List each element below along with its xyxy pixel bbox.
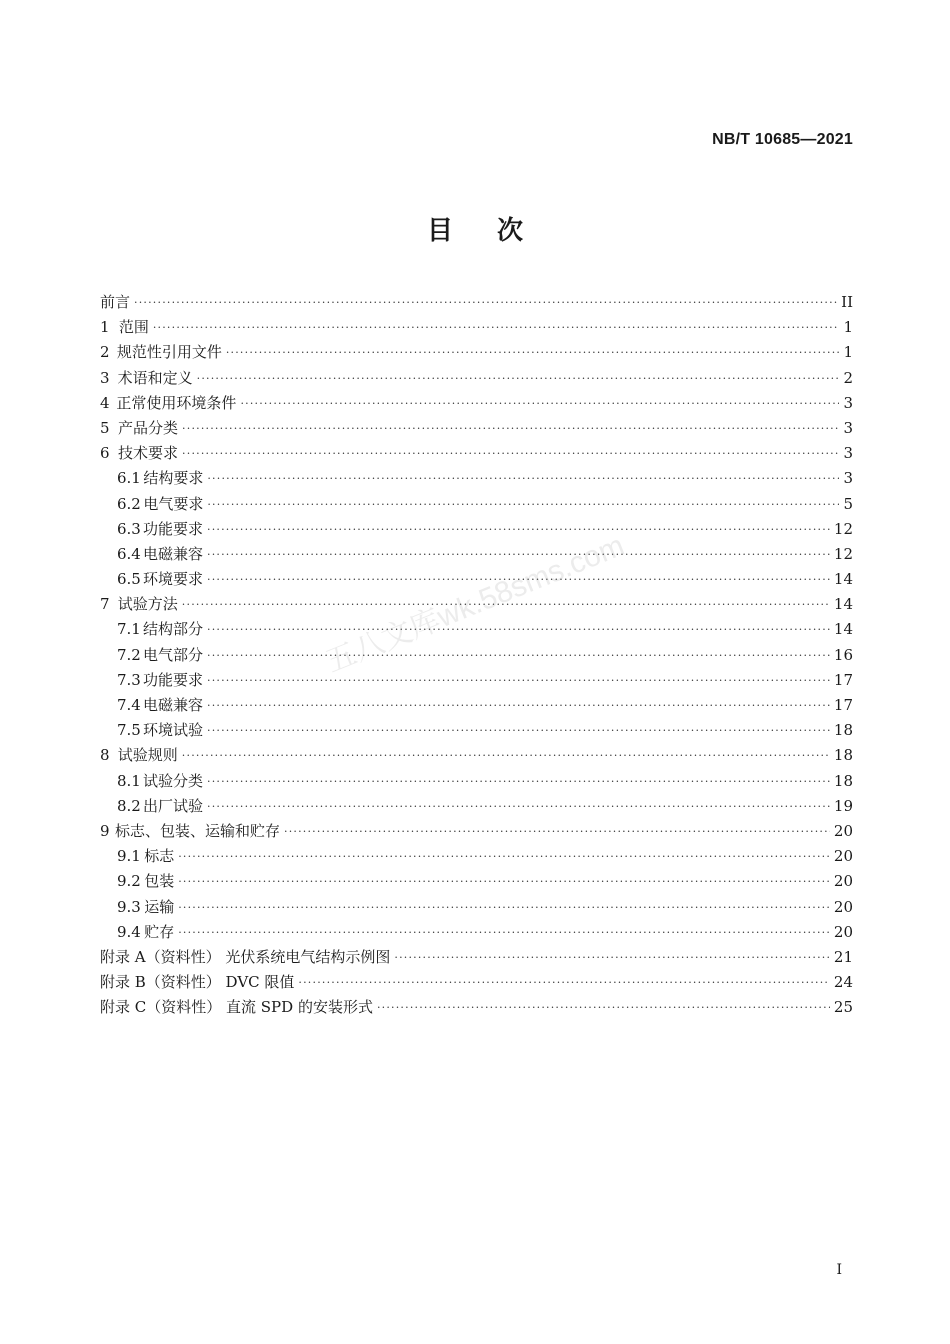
toc-entry-number: 6.5 (117, 570, 141, 589)
page-number: I (836, 1262, 842, 1278)
toc-leader-dots (178, 869, 830, 894)
toc-entry[interactable] (100, 794, 853, 819)
toc-entry[interactable] (100, 416, 853, 441)
toc-entry-label: 附录 A（资料性） 光伏系统电气结构示例图 (100, 947, 391, 966)
toc-entry-page: 5 (843, 494, 853, 513)
toc-entry-page: 17 (833, 670, 853, 689)
toc-entry[interactable] (100, 643, 853, 668)
toc-entry[interactable] (100, 567, 853, 592)
toc-leader-dots (207, 643, 830, 668)
toc-entry-page: 17 (833, 696, 853, 714)
toc-entry[interactable] (100, 769, 853, 794)
toc-entry[interactable] (100, 743, 853, 768)
toc-leader-dots (207, 769, 830, 794)
toc-entry-label: 试验方法 (117, 595, 178, 614)
toc-leader-dots (182, 416, 839, 441)
toc-leader-dots (207, 668, 830, 693)
toc-entry-page: 14 (833, 570, 853, 589)
toc-entry-label: 标志、包装、运输和贮存 (114, 821, 280, 840)
toc-entry-page: 14 (833, 595, 853, 614)
toc-entry[interactable] (100, 869, 853, 894)
toc-entry-label: 出厂试验 (142, 796, 203, 815)
toc-entry[interactable] (100, 718, 853, 743)
table-of-contents (100, 290, 853, 1020)
toc-entry-number: 3 (100, 368, 110, 387)
toc-leader-dots (134, 290, 837, 315)
toc-entry-label: 功能要求 (142, 670, 203, 689)
toc-leader-dots (240, 391, 839, 416)
toc-entry[interactable] (100, 920, 853, 945)
toc-entry-number: 9.2 (117, 872, 141, 891)
toc-entry-page: 20 (833, 922, 853, 941)
toc-leader-dots (182, 592, 830, 617)
toc-entry-number: 7.3 (117, 670, 141, 689)
toc-entry-page: 14 (833, 620, 853, 639)
toc-entry[interactable] (100, 895, 853, 920)
toc-entry-label: 贮存 (144, 922, 175, 941)
toc-entry-label: 电气要求 (143, 494, 204, 513)
toc-entry-number: 9 (100, 821, 110, 840)
toc-entry-number: 9.3 (117, 897, 141, 916)
toc-entry[interactable] (100, 492, 853, 517)
toc-entry-number: 6.1 (117, 469, 141, 488)
toc-entry-label: 结构部分 (142, 620, 203, 639)
toc-entry-number: 8 (100, 746, 110, 765)
toc-entry-page: 20 (833, 821, 853, 840)
toc-entry-number: 6 (100, 444, 110, 463)
toc-entry-label: 范围 (118, 318, 149, 337)
toc-leader-dots (182, 441, 839, 466)
toc-entry[interactable] (100, 617, 853, 642)
toc-leader-dots (207, 567, 830, 592)
toc-entry[interactable] (100, 315, 853, 340)
toc-entry-number: 9.4 (117, 922, 141, 941)
toc-leader-dots (207, 466, 839, 491)
toc-entry-label: 前言 (100, 293, 131, 311)
toc-leader-dots (226, 340, 839, 365)
toc-entry-label: 技术要求 (118, 444, 179, 463)
toc-entry[interactable] (100, 995, 853, 1020)
toc-entry-label: 附录 B（资料性） DVC 限值 (100, 973, 295, 992)
toc-entry[interactable] (100, 466, 853, 491)
toc-entry-page: 24 (833, 973, 853, 992)
toc-entry-page: 2 (843, 368, 853, 387)
toc-leader-dots (207, 542, 830, 567)
toc-leader-dots (178, 895, 830, 920)
toc-entry-page: 1 (843, 318, 853, 337)
toc-entry-number: 6.2 (117, 494, 141, 513)
toc-entry-page: 19 (833, 796, 853, 815)
toc-leader-dots (298, 970, 830, 995)
toc-entry[interactable] (100, 542, 853, 567)
toc-entry-label: 功能要求 (142, 519, 203, 538)
toc-entry-number: 7.5 (117, 721, 141, 740)
toc-entry-number: 6.4 (117, 544, 141, 563)
toc-leader-dots (153, 315, 839, 340)
toc-entry-label: 术语和定义 (117, 368, 193, 387)
toc-entry-label: 电气部分 (142, 645, 203, 664)
toc-entry-number: 8.2 (117, 796, 141, 815)
toc-leader-dots (207, 517, 830, 542)
toc-entry-page: 12 (833, 544, 853, 563)
toc-entry-page: 3 (843, 393, 853, 412)
toc-entry-page: 16 (833, 645, 853, 664)
toc-entry-label: 环境试验 (142, 721, 203, 740)
toc-entry-number: 7 (100, 595, 110, 614)
toc-entry-number: 7.2 (117, 645, 141, 664)
toc-entry-label: 结构要求 (143, 469, 204, 488)
toc-entry-number: 7.4 (117, 696, 141, 714)
watermark: 五八文库wk.58sms.com (321, 529, 629, 679)
page-title: 目次 (426, 216, 567, 246)
toc-entry[interactable] (100, 441, 853, 466)
toc-entry-label: 试验分类 (142, 771, 203, 790)
toc-entry-number: 1 (100, 318, 110, 337)
toc-entry-number: 9.1 (117, 847, 141, 866)
toc-entry-number: 6.3 (117, 519, 141, 538)
toc-entry-page: 3 (843, 469, 853, 488)
toc-entry[interactable] (100, 970, 853, 995)
toc-entry[interactable] (100, 366, 853, 391)
toc-entry-page: 18 (833, 721, 853, 740)
toc-entry[interactable] (100, 668, 853, 693)
toc-entry[interactable] (100, 290, 853, 315)
toc-entry-page: 3 (843, 418, 853, 437)
toc-leader-dots (394, 945, 830, 970)
toc-entry-label: 电磁兼容 (142, 696, 203, 714)
toc-entry-page: 20 (833, 897, 853, 916)
toc-leader-dots (377, 995, 830, 1020)
toc-entry[interactable] (100, 844, 853, 869)
toc-leader-dots (207, 693, 830, 718)
toc-leader-dots (207, 718, 830, 743)
toc-entry[interactable] (100, 592, 853, 617)
toc-leader-dots (197, 366, 839, 391)
toc-entry-label: 规范性引用文件 (116, 343, 222, 362)
toc-entry[interactable] (100, 391, 853, 416)
toc-leader-dots (284, 819, 830, 844)
toc-entry-number: 8.1 (117, 771, 141, 790)
toc-entry-number: 4 (100, 393, 110, 412)
toc-leader-dots (207, 617, 830, 642)
toc-entry[interactable] (100, 517, 853, 542)
standard-code: NB/T 10685—2021 (712, 131, 853, 148)
toc-entry[interactable] (100, 945, 853, 970)
toc-entry-page: 1 (843, 343, 853, 362)
toc-entry-page: 12 (833, 519, 853, 538)
toc-entry-label: 运输 (144, 897, 175, 916)
toc-entry-label: 试验规则 (117, 746, 178, 765)
toc-entry[interactable] (100, 340, 853, 365)
toc-entry-label: 电磁兼容 (142, 544, 203, 563)
toc-entry-page: II (841, 293, 853, 311)
toc-entry-label: 标志 (144, 847, 175, 866)
toc-entry-number: 2 (100, 343, 110, 362)
toc-leader-dots (207, 492, 839, 517)
toc-entry-page: 21 (833, 947, 853, 966)
toc-leader-dots (207, 794, 830, 819)
toc-leader-dots (178, 920, 830, 945)
toc-entry-page: 25 (833, 998, 853, 1017)
toc-entry-label: 附录 C（资料性） 直流 SPD 的安装形式 (100, 998, 373, 1017)
toc-entry-label: 正常使用环境条件 (116, 393, 237, 412)
toc-entry-number: 5 (100, 418, 110, 437)
toc-entry-page: 20 (833, 872, 853, 891)
toc-entry-page: 18 (833, 771, 853, 790)
toc-entry-label: 包装 (144, 872, 175, 891)
toc-leader-dots (182, 743, 830, 768)
toc-entry[interactable] (100, 693, 853, 718)
toc-entry-number: 7.1 (117, 620, 141, 639)
toc-leader-dots (178, 844, 830, 869)
toc-entry-page: 18 (833, 746, 853, 765)
toc-entry[interactable] (100, 819, 853, 844)
toc-entry-label: 环境要求 (142, 570, 203, 589)
toc-entry-page: 3 (843, 444, 853, 463)
toc-entry-label: 产品分类 (118, 418, 179, 437)
toc-entry-page: 20 (833, 847, 853, 866)
